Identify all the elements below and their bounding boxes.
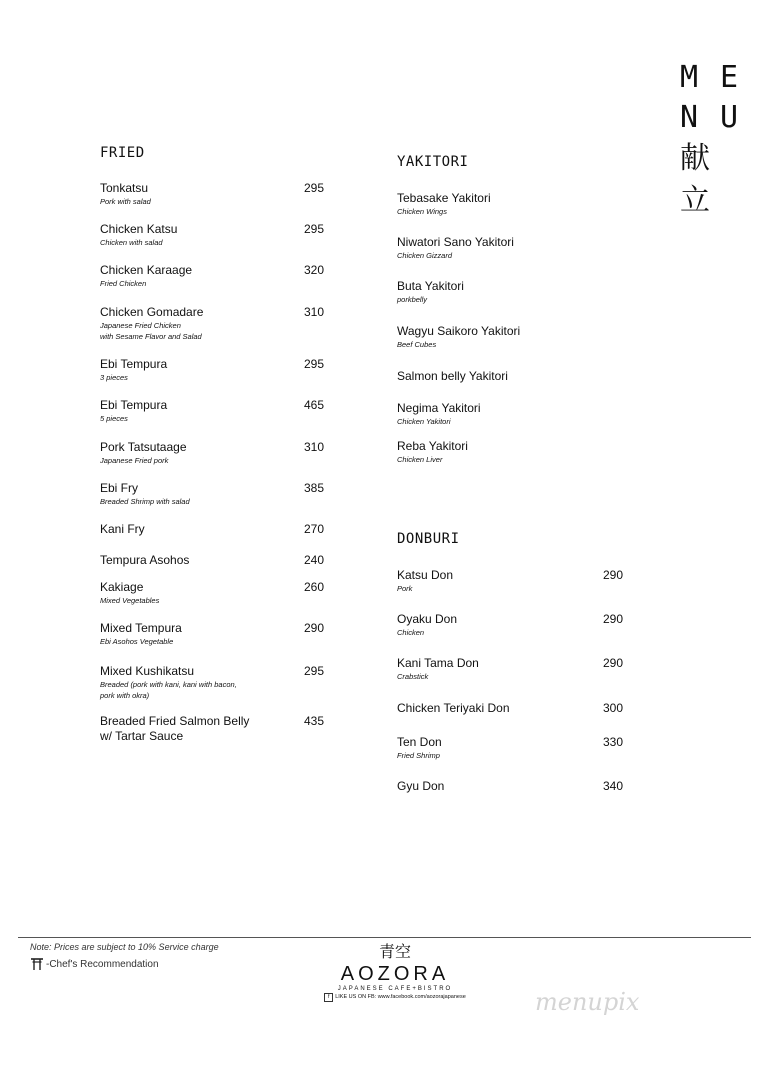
- item-name: Oyaku Don: [397, 612, 458, 626]
- brand-subtitle: JAPANESE CAFE+BISTRO: [337, 986, 453, 992]
- item-price: 290: [603, 612, 624, 626]
- chef-label: -Chef's Recommendation: [46, 958, 159, 970]
- facebook-icon: f: [324, 993, 333, 1002]
- item-price: 290: [603, 568, 624, 582]
- menu-item: [397, 656, 479, 682]
- item-name: Ebi Fry: [100, 481, 139, 495]
- menu-item: [397, 235, 514, 261]
- item-desc: Chicken: [397, 628, 425, 637]
- item-price: 295: [304, 222, 325, 236]
- menu-item: [397, 401, 481, 427]
- menu-item: [100, 222, 177, 248]
- item-price: 295: [304, 357, 325, 371]
- brand-kanji: 青空: [378, 944, 411, 961]
- title-letter: M: [680, 60, 701, 95]
- menu-item: [100, 263, 192, 289]
- item-name: Niwatori Sano Yakitori: [397, 235, 514, 249]
- menu-item: [100, 522, 145, 537]
- menu-item: [100, 357, 167, 383]
- item-desc: Pork with salad: [100, 197, 151, 206]
- item-name: Gyu Don: [397, 779, 445, 793]
- item-price: 330: [603, 735, 624, 749]
- item-price: 290: [603, 656, 624, 670]
- item-price: 300: [603, 701, 624, 715]
- item-desc: 5 pieces: [100, 414, 128, 423]
- item-price: 435: [304, 714, 325, 728]
- title-kanji: 立: [680, 183, 710, 218]
- item-name: Mixed Tempura: [100, 621, 182, 635]
- brand-logo: [310, 943, 480, 1002]
- item-name: Ebi Tempura: [100, 398, 168, 412]
- item-price: 240: [304, 553, 325, 567]
- facebook-line: [310, 993, 480, 1002]
- item-name: w/ Tartar Sauce: [100, 729, 184, 743]
- menu-item: [397, 568, 453, 594]
- item-desc: Japanese Fried pork: [100, 456, 169, 465]
- facebook-text: LIKE US ON FB: www.facebook.com/aozorajapanese: [335, 994, 466, 1000]
- item-name: Breaded Fried Salmon Belly: [100, 714, 250, 728]
- brand-name: AOZORA: [340, 963, 450, 985]
- menu-item: [397, 735, 442, 761]
- item-name: Ten Don: [397, 735, 442, 749]
- menu-item: [100, 398, 167, 424]
- title-letter: E: [719, 60, 740, 95]
- menu-item: [100, 440, 187, 466]
- fried-heading: FRIED: [100, 145, 145, 161]
- title-kanji: 献: [680, 141, 710, 176]
- menu-item: [397, 612, 457, 638]
- donburi-heading: DONBURI: [397, 531, 460, 547]
- item-name: Chicken Teriyaki Don: [397, 701, 510, 715]
- menu-item: [397, 779, 444, 794]
- item-desc: Chicken Gizzard: [397, 251, 453, 260]
- item-name: Chicken Gomadare: [100, 305, 204, 319]
- title-row-2: [680, 98, 740, 138]
- item-name: Pork Tatsutaage: [100, 440, 187, 454]
- item-desc: 3 pieces: [100, 373, 128, 382]
- item-name: Reba Yakitori: [397, 439, 468, 453]
- item-name: Salmon belly Yakitori: [397, 369, 508, 383]
- item-desc: Ebi Asohos Vegetable: [100, 637, 174, 646]
- item-name: Tebasake Yakitori: [397, 191, 491, 205]
- item-price: 340: [603, 779, 624, 793]
- item-name: Negima Yakitori: [397, 401, 481, 415]
- item-desc: Fried Shrimp: [397, 751, 440, 760]
- item-desc: with Sesame Flavor and Salad: [100, 332, 202, 341]
- item-desc: Chicken Yakitori: [397, 417, 451, 426]
- menu-item: [100, 664, 237, 701]
- item-name: Ebi Tempura: [100, 357, 168, 371]
- item-name: Buta Yakitori: [397, 279, 464, 293]
- item-name: Kani Fry: [100, 522, 145, 536]
- footer-divider: [18, 937, 751, 938]
- item-desc: Beef Cubes: [397, 340, 437, 349]
- item-desc: pork with okra): [100, 691, 150, 700]
- item-price: 270: [304, 522, 325, 536]
- item-name: Chicken Karaage: [100, 263, 193, 277]
- item-name: Tempura Asohos: [100, 553, 190, 567]
- item-price: 260: [304, 580, 325, 594]
- item-name: Katsu Don: [397, 568, 454, 582]
- menu-item: [100, 714, 249, 744]
- menu-item: [100, 553, 189, 568]
- item-name: Kakiage: [100, 580, 144, 594]
- menu-item: [100, 621, 182, 647]
- item-desc: Chicken with salad: [100, 238, 163, 247]
- item-price: 295: [304, 181, 325, 195]
- item-name: Wagyu Saikoro Yakitori: [397, 324, 521, 338]
- service-charge-note: Note: Prices are subject to 10% Service charge: [30, 942, 219, 952]
- item-desc: Chicken Wings: [397, 207, 447, 216]
- torii-icon: [30, 958, 44, 970]
- menu-item: [397, 191, 491, 217]
- item-price: 320: [304, 263, 325, 277]
- item-price: 310: [304, 305, 325, 319]
- item-desc: porkbelly: [397, 295, 428, 304]
- item-price: 385: [304, 481, 325, 495]
- watermark: menupix: [535, 988, 640, 1016]
- item-price: 310: [304, 440, 325, 454]
- menu-item: [397, 439, 468, 465]
- menu-item: [100, 481, 190, 507]
- item-price: 290: [304, 621, 325, 635]
- chef-recommendation-legend: [30, 958, 159, 970]
- item-price: 295: [304, 664, 325, 678]
- item-name: Kani Tama Don: [397, 656, 479, 670]
- item-desc: Japanese Fried Chicken: [100, 321, 181, 330]
- item-desc: Breaded Shrimp with salad: [100, 497, 190, 506]
- item-desc: Mixed Vegetables: [100, 596, 160, 605]
- item-name: Mixed Kushikatsu: [100, 664, 195, 678]
- menu-item: [397, 369, 508, 384]
- menu-item: [100, 181, 151, 207]
- menu-item: [397, 279, 464, 305]
- item-desc: Pork: [397, 584, 413, 593]
- item-desc: Crabstick: [397, 672, 429, 681]
- menu-item: [397, 324, 520, 350]
- menu-item: [100, 305, 203, 342]
- title-letter: U: [719, 100, 740, 135]
- menu-item: [100, 580, 159, 606]
- menu-item: [397, 701, 510, 716]
- menu-title: [680, 58, 740, 222]
- title-letter: N: [680, 100, 701, 135]
- yakitori-heading: YAKITORI: [397, 154, 469, 170]
- item-name: Chicken Katsu: [100, 222, 178, 236]
- item-name: Tonkatsu: [100, 181, 149, 195]
- item-price: 465: [304, 398, 325, 412]
- item-desc: Chicken Liver: [397, 455, 443, 464]
- item-desc: Breaded (pork with kani, kani with bacon,: [100, 680, 237, 689]
- item-desc: Fried Chicken: [100, 279, 147, 288]
- title-row-1: [680, 58, 740, 98]
